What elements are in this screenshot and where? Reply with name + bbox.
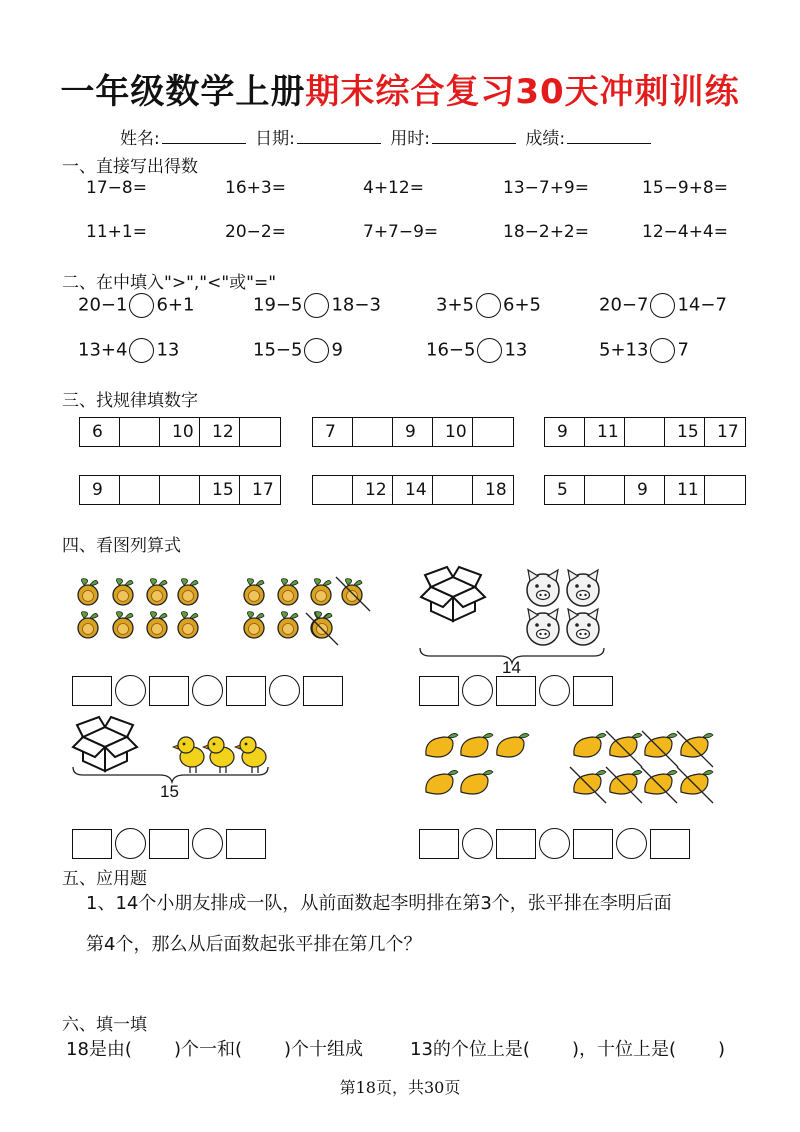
sequence-cell: 15	[665, 418, 705, 446]
sequence-cell[interactable]	[240, 418, 280, 446]
sequence-cell: 17	[252, 480, 274, 500]
compare-left: 15−5	[253, 339, 303, 361]
name-blank[interactable]	[162, 142, 246, 144]
answer-box[interactable]	[149, 829, 189, 859]
compare-item	[253, 338, 343, 363]
fill-b3: )	[717, 1039, 726, 1060]
answer-box[interactable]	[72, 676, 112, 706]
sequence-cell: 9	[393, 418, 433, 446]
compare-circle[interactable]	[129, 293, 154, 318]
sequence-row	[79, 475, 281, 505]
sequence-cell: 12	[353, 476, 393, 504]
answer-box[interactable]	[573, 676, 613, 706]
sequence-cell: 18	[485, 480, 507, 500]
sequence-cell: 11	[665, 476, 705, 504]
fill-a3: )个十组成	[283, 1039, 364, 1060]
date-blank[interactable]	[297, 142, 381, 144]
compare-left: 20−1	[78, 294, 128, 316]
equation-row	[72, 675, 343, 706]
fill-b1: 13的个位上是(	[410, 1039, 530, 1060]
score-label: 成绩:	[525, 129, 566, 149]
sequence-cell[interactable]	[473, 418, 513, 446]
page-title	[0, 64, 800, 113]
operator-circle[interactable]	[539, 828, 570, 859]
sequence-row	[312, 475, 514, 505]
operator-circle[interactable]	[616, 828, 647, 859]
answer-box[interactable]	[496, 829, 536, 859]
sequence-cell: 15	[200, 476, 240, 504]
calc-item: 15−9+8=	[642, 178, 728, 198]
equation-row	[72, 828, 266, 859]
compare-circle[interactable]	[650, 338, 675, 363]
fruit-group-left	[78, 579, 198, 638]
equation-row	[419, 675, 613, 706]
answer-box[interactable]	[496, 676, 536, 706]
compare-right: 9	[331, 339, 343, 361]
operator-circle[interactable]	[115, 675, 146, 706]
compare-circle[interactable]	[129, 338, 154, 363]
compare-left: 16−5	[426, 339, 476, 361]
box-icon	[421, 567, 485, 621]
calc-item: 7+7−9=	[363, 222, 439, 242]
compare-circle[interactable]	[304, 293, 329, 318]
compare-right: 7	[677, 339, 689, 361]
compare-right: 6+1	[156, 294, 195, 316]
section-6-heading: 六、填一填	[62, 1015, 147, 1035]
operator-circle[interactable]	[462, 828, 493, 859]
calc-item: 13−7+9=	[503, 178, 589, 198]
answer-box[interactable]	[419, 676, 459, 706]
section-5-heading: 五、应用题	[62, 869, 147, 889]
compare-left: 20−7	[599, 294, 649, 316]
sequence-cell: 9	[80, 476, 120, 504]
section-3-heading: 三、找规律填数字	[62, 391, 198, 411]
sequence-cell[interactable]	[160, 476, 200, 504]
box-icon	[73, 717, 137, 771]
compare-item	[78, 338, 179, 363]
calc-item: 20−2=	[225, 222, 286, 242]
date-label: 日期:	[255, 129, 295, 149]
score-blank[interactable]	[567, 142, 651, 144]
sequence-cell: 12	[200, 418, 240, 446]
chick-group	[173, 737, 266, 773]
problem-line-2: 第4个，那么从后面数起张平排在第几个？	[86, 934, 422, 955]
compare-right: 6+5	[503, 294, 541, 316]
sequence-cell: 9	[625, 476, 665, 504]
fill-line	[410, 1035, 725, 1061]
picture-problems	[0, 555, 800, 865]
page-footer: 第18页，共30页	[339, 1078, 461, 1097]
compare-left: 19−5	[253, 294, 303, 316]
fill-a1: 18是由(	[66, 1039, 132, 1060]
fill-a2: )个一和(	[173, 1039, 242, 1060]
sequence-cell[interactable]	[353, 418, 393, 446]
sequence-cell: 5	[545, 476, 585, 504]
compare-right: 14−7	[677, 294, 727, 316]
answer-box[interactable]	[419, 829, 459, 859]
fill-line	[66, 1035, 363, 1061]
sequence-cell: 9	[545, 418, 585, 446]
compare-item	[599, 338, 689, 363]
sequence-cell[interactable]	[433, 476, 473, 504]
answer-box[interactable]	[149, 676, 189, 706]
operator-circle[interactable]	[462, 675, 493, 706]
calc-item: 12−4+4=	[642, 222, 728, 242]
info-line	[120, 124, 655, 149]
compare-circle[interactable]	[477, 338, 502, 363]
fill-b2: )，十位上是(	[571, 1039, 676, 1060]
section-1-heading: 一、直接写出得数	[62, 157, 198, 177]
section-2-heading: 二、在中填入">","<"或"="	[62, 273, 277, 293]
answer-box[interactable]	[573, 829, 613, 859]
sequence-row	[544, 475, 746, 505]
calc-item: 17−8=	[86, 178, 147, 198]
problem-line-1: 1、14个小朋友排成一队，从前面数起李明排在第3个，张平排在李明后面	[86, 893, 672, 914]
calc-item: 18−2+2=	[503, 222, 589, 242]
sequence-cell: 7	[313, 418, 353, 446]
sequence-cell[interactable]	[120, 476, 160, 504]
sequence-cell[interactable]	[585, 476, 625, 504]
sequence-cell: 10	[433, 418, 473, 446]
sequence-cell[interactable]	[705, 476, 745, 504]
operator-circle[interactable]	[192, 675, 223, 706]
section-4-heading: 四、看图列算式	[62, 536, 181, 556]
operator-circle[interactable]	[115, 828, 146, 859]
sequence-cell: 17	[717, 422, 739, 442]
answer-box[interactable]	[226, 829, 266, 859]
pig-group	[527, 570, 599, 645]
sequence-cell[interactable]	[120, 418, 160, 446]
compare-right: 13	[504, 339, 528, 361]
sequence-row	[544, 417, 746, 447]
answer-box[interactable]	[650, 829, 690, 859]
fruit-group-right	[244, 577, 370, 645]
compare-item	[78, 293, 194, 318]
operator-circle[interactable]	[269, 675, 300, 706]
calc-item: 16+3=	[225, 178, 286, 198]
mango-group-right	[570, 731, 713, 803]
mango-group-left	[426, 733, 529, 794]
total-top: 14	[502, 658, 521, 677]
compare-circle[interactable]	[304, 338, 329, 363]
compare-right: 13	[156, 339, 180, 361]
compare-circle[interactable]	[650, 293, 675, 318]
compare-item	[253, 293, 381, 318]
compare-left: 3+5	[436, 294, 474, 316]
sequence-cell: 14	[393, 476, 433, 504]
compare-right: 18−3	[331, 294, 381, 316]
compare-circle[interactable]	[476, 293, 501, 318]
sequence-row	[79, 417, 281, 447]
time-blank[interactable]	[432, 142, 516, 144]
name-label: 姓名:	[120, 129, 160, 149]
sequence-row	[312, 417, 514, 447]
time-label: 用时:	[390, 129, 431, 149]
answer-box[interactable]	[303, 676, 343, 706]
operator-circle[interactable]	[539, 675, 570, 706]
compare-item	[426, 338, 527, 363]
calc-item: 4+12=	[363, 178, 424, 198]
sequence-cell: 11	[585, 418, 625, 446]
compare-item	[599, 293, 727, 318]
compare-left: 13+4	[78, 339, 128, 361]
equation-row	[419, 828, 690, 859]
calc-item: 11+1=	[86, 222, 147, 242]
answer-box[interactable]	[226, 676, 266, 706]
compare-left: 5+13	[599, 339, 649, 361]
sequence-cell: 6	[80, 418, 120, 446]
operator-circle[interactable]	[192, 828, 223, 859]
answer-box[interactable]	[72, 829, 112, 859]
compare-item	[436, 293, 541, 318]
sequence-cell[interactable]	[313, 476, 353, 504]
total-bottom: 15	[160, 782, 179, 801]
sequence-cell: 10	[160, 418, 200, 446]
sequence-cell[interactable]	[625, 418, 665, 446]
title-black: 一年级数学上册	[60, 72, 306, 112]
title-red: 期末综合复习30天冲刺训练	[305, 72, 740, 112]
